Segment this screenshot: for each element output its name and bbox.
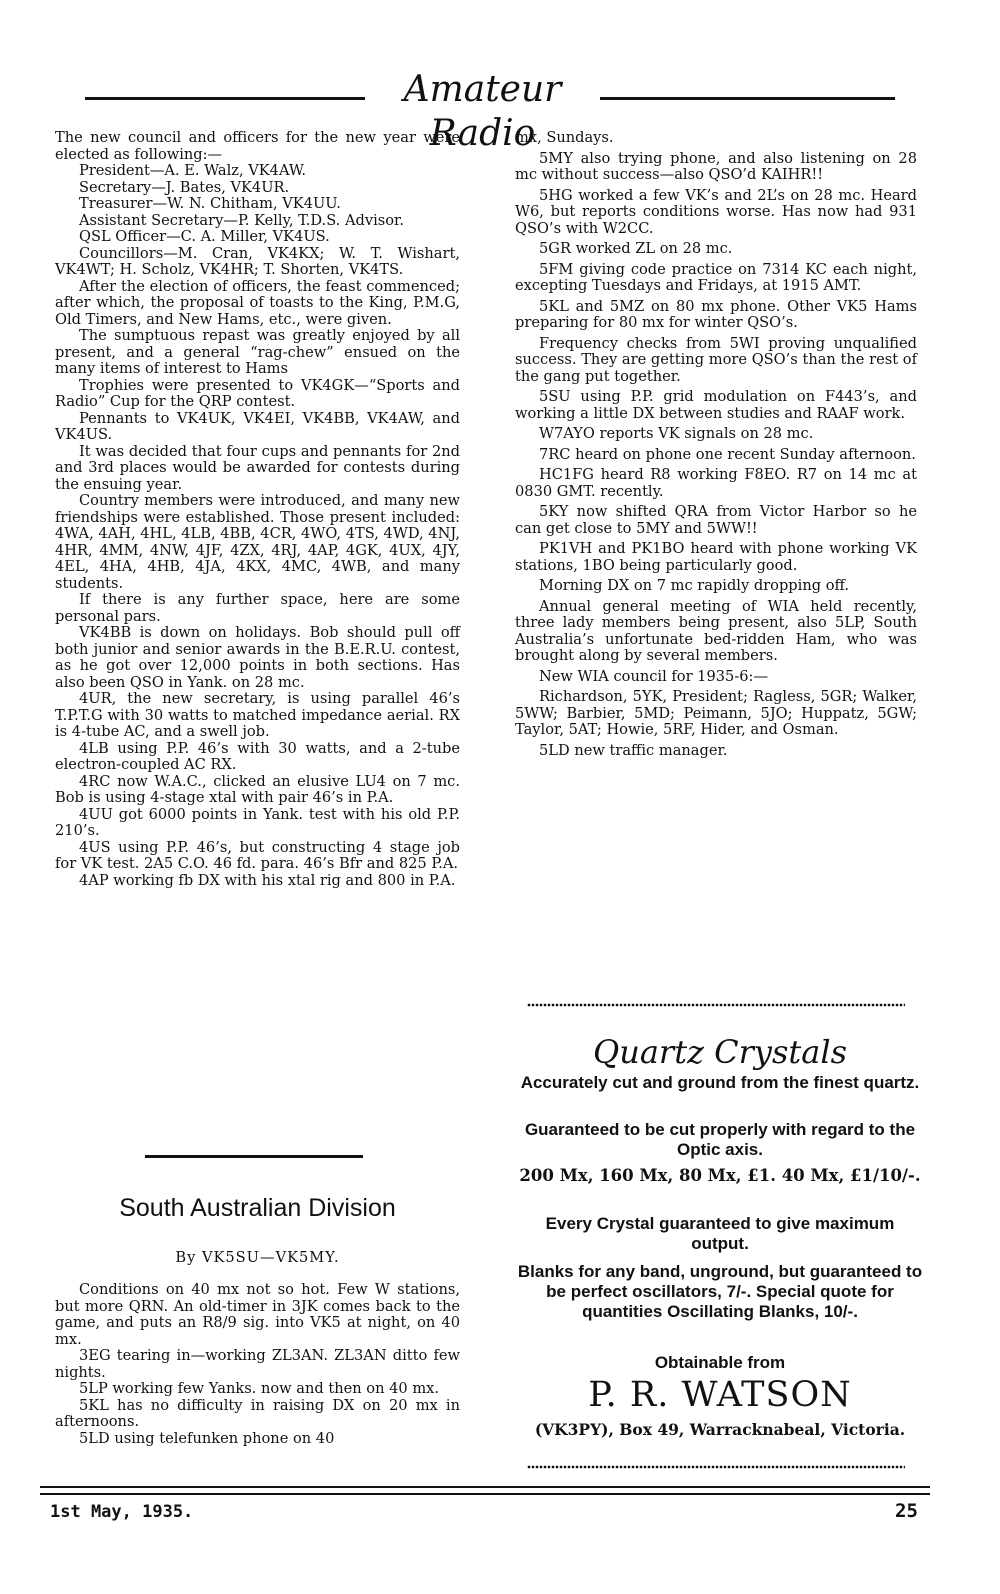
paragraph: 5LD using telefunken phone on 40	[79, 1429, 335, 1447]
paragraph: PK1VH and PK1BO heard with phone working VK stations, 1BO being particularly good.	[515, 540, 917, 574]
paragraph: The new council and officers for the new year were elected as following:—	[55, 129, 460, 163]
paragraph: 5FM giving code practice on 7314 KC each night, excepting Tuesdays and Fridays, at 1915 AMT.	[515, 260, 917, 294]
paragraph: 5SU using P.P. grid modulation on F443’s, and working a little DX between studies and RAAF work.	[515, 388, 917, 422]
paragraph: HC1FG heard R8 working F8EO. R7 on 14 mc at 0830 GMT. recently.	[515, 466, 917, 500]
paragraph: 5MY also trying phone, and also listening on 28 mc without success—also QSO’d KAIHR!!	[515, 149, 917, 183]
paragraph: mx, Sundays.	[515, 129, 614, 146]
paragraph: 5LP working few Yanks. now and then on 40 mx.	[79, 1380, 440, 1397]
advert-line: Accurately cut and ground from the finest quartz.	[520, 1073, 920, 1092]
paragraph: Trophies were presented to VK4GK—“Sports and Radio” Cup for the QRP contest.	[55, 376, 460, 410]
paragraph: 4RC now W.A.C., clicked an elusive LU4 on 7 mc. Bob is using 4-stage xtal with pair 46’s in P.A.	[55, 772, 460, 806]
paragraph: 3EG tearing in—working ZL3AN. ZL3AN ditto few nights.	[55, 1347, 460, 1381]
section-body	[55, 1282, 460, 1447]
left-column	[55, 130, 460, 889]
paragraph: If there is any further space, here are some personal pars.	[55, 591, 460, 625]
paragraph: President—A. E. Walz, VK4AW.	[79, 162, 306, 179]
section-divider	[145, 1155, 363, 1158]
paragraph: 5GR worked ZL on 28 mc.	[539, 240, 733, 257]
paragraph: 5KL has no difficulty in raising DX on 20 mx in afternoons.	[55, 1396, 460, 1430]
paragraph: W7AYO reports VK signals on 28 mc.	[539, 425, 814, 442]
paragraph: The sumptuous repast was greatly enjoyed by all present, and a general “rag-chew” ensued on the many items of interest to Hams	[55, 327, 460, 377]
paragraph: 4UR, the new secretary, is using parallel 46’s T.P.T.G with 30 watts to matched impedance aerial. RX is 4-tube AC, and a swell job.	[55, 690, 460, 740]
header-rule-right	[600, 97, 895, 100]
footer-date: 1st May, 1935.	[50, 1502, 194, 1522]
advert-line: Obtainable from	[654, 1353, 786, 1372]
paragraph: Councillors—M. Cran, VK4KX; W. T. Wishart, VK4WT; H. Scholz, VK4HR; T. Shorten, VK4TS.	[55, 244, 460, 278]
paragraph: 7RC heard on phone one recent Sunday afternoon.	[539, 445, 916, 463]
paragraph: Frequency checks from 5WI proving unqualified success. They are getting more QSO’s than the rest of the gang put together.	[515, 334, 917, 385]
advert-dotted-rule-top	[527, 1003, 905, 1007]
paragraph: Annual general meeting of WIA held recently, three lady members being present, also 5LP, South Australia’s unfortunate bed-ridden Ham, who was brought along by several members.	[515, 597, 917, 664]
footer-rule	[40, 1486, 930, 1488]
advert-prices: 200 Mx, 160 Mx, 80 Mx, £1. 40 Mx, £1/10/-.	[519, 1166, 921, 1185]
masthead: Amateur Radio	[403, 69, 562, 154]
paragraph: Treasurer—W. N. Chitham, VK4UU.	[79, 195, 341, 212]
paragraph: VK4BB is down on holidays. Bob should pull off both junior and senior awards in the B.E.R.U. contest, as he got over 12,000 points in both sections. Has also been QSO in Yank. on 28 mc.	[55, 624, 460, 691]
section-title: South Australian Division	[119, 1194, 396, 1222]
paragraph: QSL Officer—C. A. Miller, VK4US.	[79, 228, 330, 245]
advert-line: Blanks for any band, unground, but guaranteed to be perfect oscillators, 7/-. Special quote for quantities Oscillating Blanks, 10/-.	[517, 1262, 923, 1321]
paragraph: 5HG worked a few VK’s and 2L’s on 28 mc. Heard W6, but reports conditions worse. Has now had 931 QSO’s with W2CC.	[515, 186, 917, 237]
page-number: 25	[895, 1500, 918, 1522]
paragraph: 4US using P.P. 46’s, but constructing 4 stage job for VK test. 2A5 C.O. 46 fd. para. 46’s Bfr and 825 P.A.	[55, 838, 460, 872]
paragraph: Country members were introduced, and many new friendships were established. Those present included: 4WA, 4AH, 4HL, 4LB, 4BB, 4CR, 4WO, 4TS, 4WD, 4NJ, 4HR, 4MM, 4NW, 4JF, 4ZX, 4RJ, 4AP, 4GK, 4UX, 4JY, 4EL, 4HA, 4HB, 4JA, 4KX, 4MC, 4WB, and many students.	[55, 492, 460, 592]
advert-address: (VK3PY), Box 49, Warracknabeal, Victoria.	[534, 1420, 906, 1439]
paragraph: Pennants to VK4UK, VK4EI, VK4BB, VK4AW, and VK4US.	[55, 409, 460, 443]
paragraph: Assistant Secretary—P. Kelly, T.D.S. Advisor.	[79, 211, 405, 229]
paragraph: 4UU got 6000 points in Yank. test with his old P.P. 210’s.	[55, 805, 460, 839]
paragraph: 5LD new traffic manager.	[539, 741, 728, 759]
paragraph: 5KL and 5MZ on 80 mx phone. Other VK5 Hams preparing for 80 mx for winter QSO’s.	[515, 297, 917, 331]
paragraph: Secretary—J. Bates, VK4UR.	[79, 178, 290, 196]
advert-name: P. R. WATSON	[588, 1375, 852, 1415]
paragraph: It was decided that four cups and pennants for 2nd and 3rd places would be awarded for contests during the ensuing year.	[55, 442, 460, 493]
advert-line: Guaranteed to be cut properly with regard to the Optic axis.	[524, 1120, 916, 1159]
section-byline: By VK5SU—VK5MY.	[175, 1249, 340, 1266]
paragraph: Richardson, 5YK, President; Ragless, 5GR; Walker, 5WW; Barbier, 5MD; Peimann, 5JO; Huppatz, 5GW; Taylor, 5AT; Howie, 5RF, Hider, and Osman.	[515, 688, 917, 738]
paragraph: Morning DX on 7 mc rapidly dropping off.	[539, 577, 849, 594]
paragraph: 5KY now shifted QRA from Victor Harbor so he can get close to 5MY and 5WW!!	[515, 503, 917, 537]
paragraph: 4LB using P.P. 46’s with 30 watts, and a 2-tube electron-coupled AC RX.	[55, 739, 460, 773]
header-rule-left	[85, 97, 365, 100]
advert-line: Every Crystal guaranteed to give maximum output.	[545, 1214, 895, 1253]
right-column	[515, 130, 917, 763]
advert-dotted-rule-bottom	[527, 1465, 905, 1469]
advert-title: Quartz Crystals	[593, 1033, 847, 1071]
paragraph: New WIA council for 1935-6:—	[539, 667, 769, 685]
paragraph: Conditions on 40 mx not so hot. Few W stations, but more QRN. An old-timer in 3JK comes back to the game, and puts an R8/9 sig. into VK5 at night, on 40 mx.	[55, 1281, 460, 1348]
footer-rule	[40, 1493, 930, 1495]
paragraph: After the election of officers, the feast commenced; after which, the proposal of toasts to the King, P.M.G, Old Timers, and New Hams, etc., were given.	[55, 277, 460, 328]
paragraph: 4AP working fb DX with his xtal rig and 800 in P.A.	[79, 871, 456, 889]
